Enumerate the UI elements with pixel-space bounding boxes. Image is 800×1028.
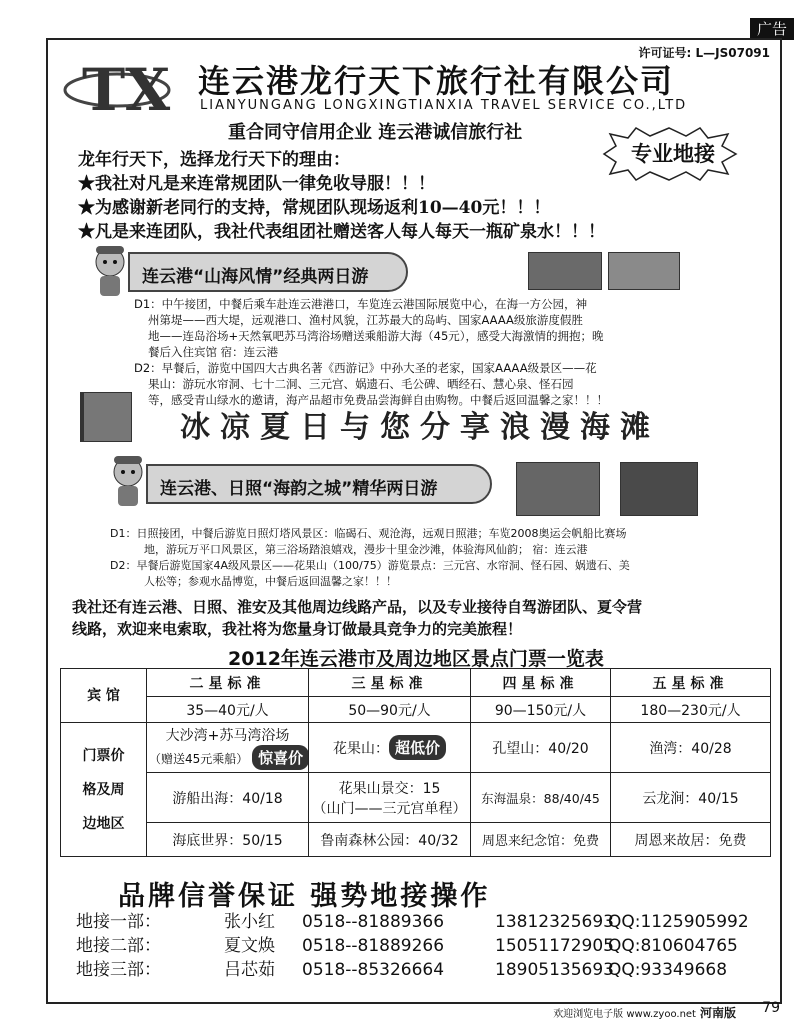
- contact-name: 夏文焕: [224, 936, 275, 956]
- contact-dept: 地接三部：: [76, 960, 161, 980]
- table-cell: 周恩来纪念馆：免费: [471, 823, 611, 857]
- itinerary-line: 餐后入住宾馆 宿：连云港: [148, 345, 279, 359]
- itinerary-line: 地，游玩万平口风景区，第三浴场踏浪嬉戏，漫步十里金沙滩，体验海风仙韵； 宿：连云港: [144, 543, 588, 556]
- hotel-price: 35—40元/人: [147, 697, 309, 723]
- itinerary-line: D2：早餐后，游览中国四大古典名著《西游记》中孙大圣的老家，国家AAAA级景区——花: [134, 361, 597, 375]
- reason-heading: 龙年行天下，选择龙行天下的理由：: [78, 150, 350, 170]
- cartoon-kid-icon: [88, 244, 132, 300]
- contact-mobile: 18905135693: [495, 960, 614, 980]
- contact-qq: QQ:93349668: [608, 960, 728, 980]
- cell-text: 花果山：: [332, 741, 389, 757]
- contact-list: [76, 910, 749, 982]
- other-products-note: [72, 596, 642, 640]
- low-price-badge: 超低价: [389, 735, 446, 760]
- cell-line: 大沙湾+苏马湾浴场: [165, 728, 290, 744]
- itinerary-line: D2：早餐后游览国家4A级风景区——花果山（100/75）游览景点：三元宫、水帘洞、怪石园、娲遗石、美: [110, 559, 630, 572]
- cell-line: [149, 745, 306, 770]
- summer-slogan: 冰凉夏日与您分享浪漫海滩: [180, 410, 660, 445]
- hotel-label: 宾 馆: [61, 669, 147, 723]
- table-header: 三星标准: [309, 669, 471, 697]
- tx-logo-icon: [62, 52, 172, 122]
- table-header: 四星标准: [471, 669, 611, 697]
- ticket-price-table: [60, 668, 771, 857]
- contact-phone: 0518--85326664: [302, 960, 445, 980]
- table-row: [61, 823, 771, 857]
- coast-photo: [608, 252, 680, 290]
- logo-letters: TX: [82, 56, 171, 122]
- table-cell: [309, 723, 471, 773]
- table-cell: 孔望山：40/20: [471, 723, 611, 773]
- waterfall-photo: [528, 252, 602, 290]
- table-row: [61, 773, 771, 823]
- itinerary-line: 人松等；参观水晶博览，中餐后返回温馨之家！！！: [144, 575, 397, 588]
- table-header: 五星标准: [611, 669, 771, 697]
- itinerary-line: 等，感受青山绿水的邀请，海产品超市免费品尝海鲜自由购物。中餐后返回温馨之家！！！: [148, 393, 608, 407]
- cell-note: （赠送45元乘船）: [149, 752, 249, 766]
- table-cell: 云龙涧：40/15: [611, 773, 771, 823]
- table-cell: 鲁南森林公园：40/32: [309, 823, 471, 857]
- page-number: 79: [762, 1000, 780, 1016]
- tour1-title: 连云港“山海风情”经典两日游: [142, 267, 369, 287]
- hotel-price: 90—150元/人: [471, 697, 611, 723]
- hotel-price: 50—90元/人: [309, 697, 471, 723]
- company-name-en: LIANYUNGANG LONGXINGTIANXIA TRAVEL SERVICE CO.,LTD: [200, 98, 688, 113]
- brand-motto: 品牌信誉保证 强势地接操作: [118, 881, 491, 912]
- badge-text: 专业地接: [631, 142, 715, 166]
- itinerary-line: 果山：游玩水帘洞、七十二洞、三元宫、娲遗石、毛公碑、晒经石、慧心泉、怪石园: [148, 377, 574, 391]
- table-cell: [147, 723, 309, 773]
- reason-item: ★凡是来连团队，我社代表组团社赠送客人每人每天一瓶矿泉水！！！: [78, 222, 605, 242]
- footer-edition: 河南版: [699, 1006, 736, 1020]
- footer-info: [553, 1004, 736, 1021]
- tour1-itinerary: [134, 296, 608, 408]
- table-cell: 渔湾：40/28: [611, 723, 771, 773]
- side-label-line: 门票价: [82, 747, 125, 764]
- ticket-side-label: [61, 723, 147, 857]
- seaside-photo: [80, 392, 132, 442]
- reason-item: ★为感谢新老同行的支持，常规团队现场返利10—40元！！！: [78, 198, 551, 218]
- table-cell: 周恩来故居：免费: [611, 823, 771, 857]
- reasons-list: [78, 148, 605, 244]
- side-label-line: 格及周: [82, 781, 125, 798]
- cell-line: （山门——三元宫单程）: [312, 800, 467, 817]
- itinerary-line: D1：日照接团，中餐后游览日照灯塔风景区：临碣石、观沧海，远观日照港；车览2008奥运会帆船比赛场: [110, 527, 627, 540]
- contact-name: 张小红: [224, 912, 275, 932]
- contact-mobile: 15051172905: [495, 936, 614, 956]
- side-label-line: 边地区: [82, 815, 125, 832]
- note-line: 我社还有连云港、日照、淮安及其他周边线路产品，以及专业接待自驾游团队、夏令营: [72, 598, 643, 616]
- itinerary-line: D1：中午接团，中餐后乘车赴连云港港口，车览连云港国际展览中心，在海一方公园，神: [134, 297, 588, 311]
- table-header: 二星标准: [147, 669, 309, 697]
- itinerary-line: 州第堤——西大堤，远观港口、渔村风貌，江苏最大的岛屿、国家AAAA级旅游度假胜: [148, 313, 583, 327]
- cell-line: 花果山景交：15: [338, 780, 441, 797]
- license-number: 许可证号: L—JS07091: [638, 46, 770, 60]
- surprise-price-badge: 惊喜价: [252, 745, 308, 770]
- itinerary-line: 地——连岛浴场+天然氧吧苏马湾浴场赠送乘船游大海（45元），感受大海激情的拥抱；晚: [148, 329, 604, 343]
- contact-name: 吕芯茹: [224, 960, 275, 980]
- tour2-title: 连云港、日照“海韵之城”精华两日游: [160, 479, 438, 499]
- footer-website: 欢迎浏览电子版 www.zyoo.net: [553, 1009, 696, 1020]
- company-name: 连云港龙行天下旅行社有限公司: [198, 62, 675, 100]
- note-line: 线路，欢迎来电索取，我社将为您量身订做最具竞争力的完美旅程！: [72, 620, 523, 638]
- cartoon-kid-icon: [106, 454, 150, 510]
- contact-mobile: 13812325693: [495, 912, 614, 932]
- lighthouse-photo: [620, 462, 698, 516]
- ticket-table-title: 2012年连云港市及周边地区景点门票一览表: [228, 648, 604, 670]
- reason-item: ★我社对凡是来连常规团队一律免收导服！！！: [78, 174, 435, 194]
- contact-row: [76, 910, 749, 934]
- table-cell: 游船出海：40/18: [147, 773, 309, 823]
- table-cell: [309, 773, 471, 823]
- tour2-itinerary: [110, 526, 630, 590]
- table-cell: 海底世界：50/15: [147, 823, 309, 857]
- contact-row: [76, 958, 749, 982]
- ad-frame: [46, 38, 782, 1004]
- contact-dept: 地接一部：: [76, 912, 161, 932]
- contact-row: [76, 934, 749, 958]
- table-row: [61, 723, 771, 773]
- company-tagline: 重合同守信用企业 连云港诚信旅行社: [228, 122, 523, 143]
- contact-qq: QQ:810604765: [608, 936, 738, 956]
- contact-qq: QQ:1125905992: [608, 912, 749, 932]
- table-cell: 东海温泉：88/40/45: [471, 773, 611, 823]
- contact-phone: 0518--81889366: [302, 912, 445, 932]
- ad-tag: 广告: [750, 18, 794, 40]
- rocks-photo: [516, 462, 600, 516]
- hotel-price: 180—230元/人: [611, 697, 771, 723]
- contact-dept: 地接二部：: [76, 936, 161, 956]
- contact-phone: 0518--81889266: [302, 936, 445, 956]
